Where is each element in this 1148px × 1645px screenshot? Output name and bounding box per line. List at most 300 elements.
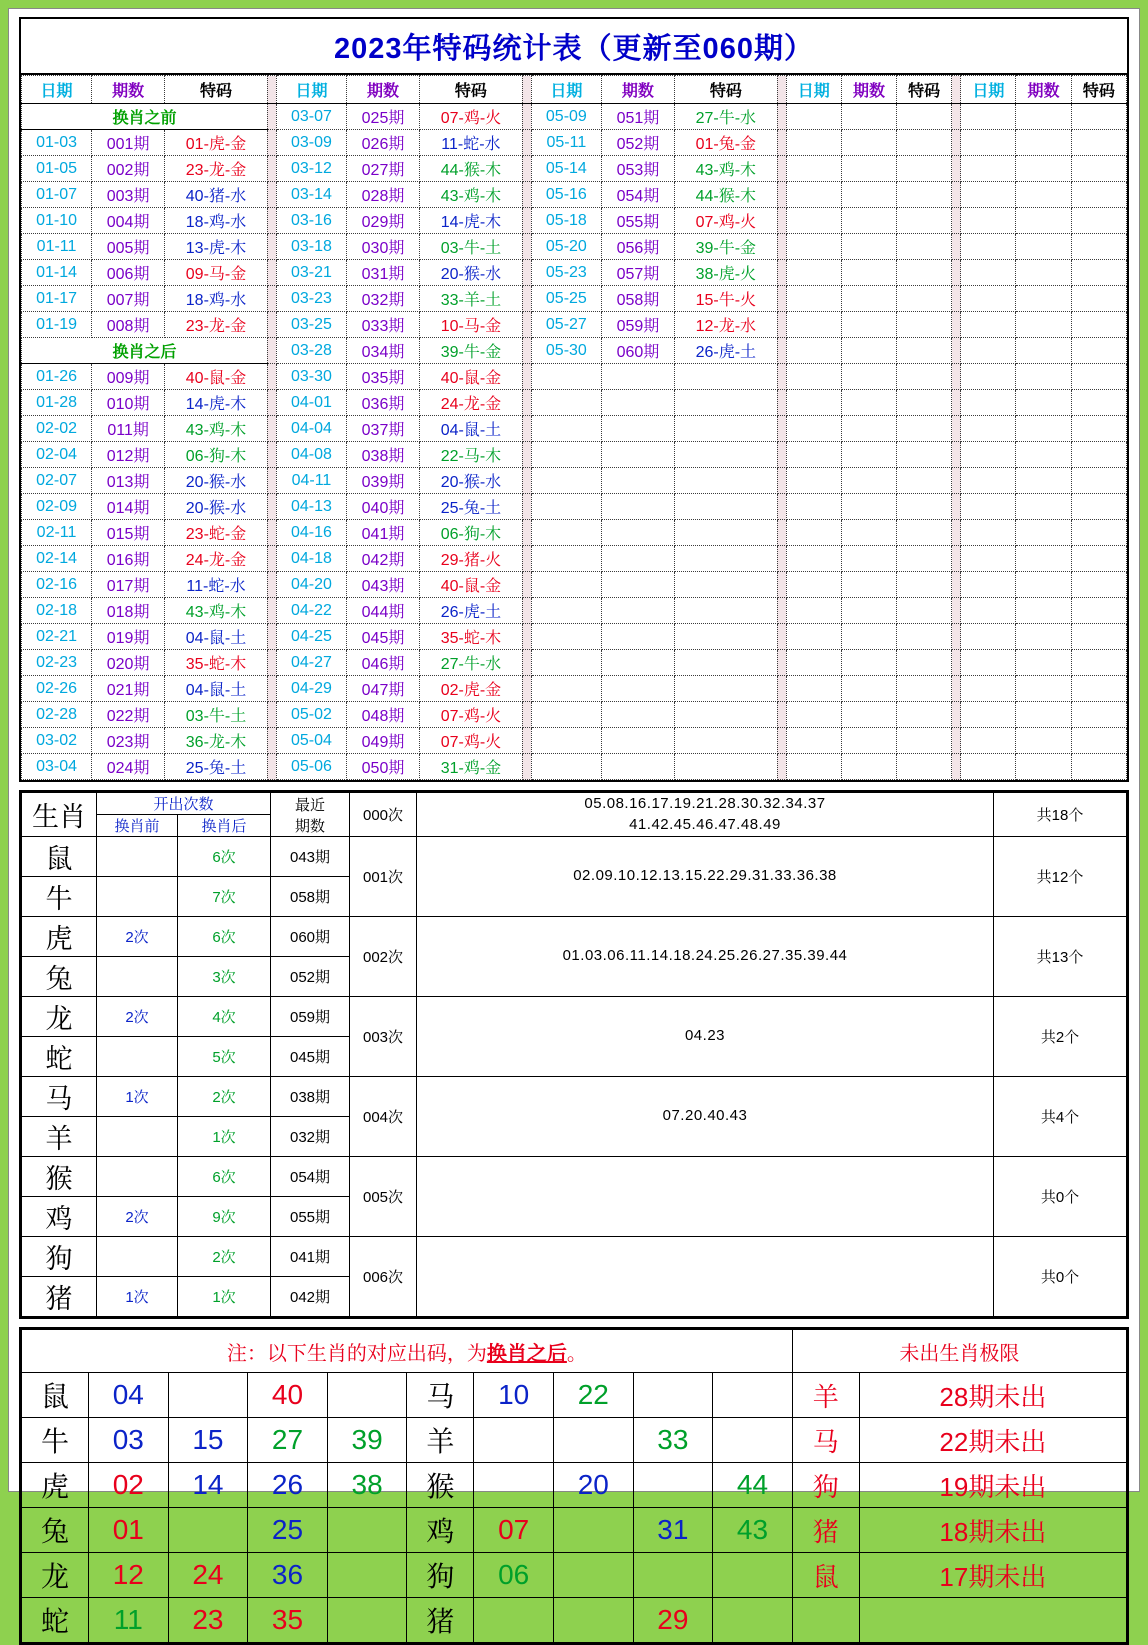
empty-cell <box>786 546 841 572</box>
cell-code: 40-鼠-金 <box>420 364 523 390</box>
cell-issue: 041期 <box>346 520 419 546</box>
cell-date: 03-07 <box>276 104 346 130</box>
empty-cell <box>841 598 896 624</box>
cell-issue: 060期 <box>601 338 674 364</box>
cell-code: 40-猪-水 <box>165 182 268 208</box>
cell-issue: 058期 <box>601 286 674 312</box>
cell-date: 03-23 <box>276 286 346 312</box>
records-table <box>21 75 1127 780</box>
empty-cell <box>674 624 777 650</box>
bottom-zodiac-right: 马 <box>407 1373 474 1418</box>
stats-before-count: 1次 <box>97 1077 178 1117</box>
empty-cell <box>531 728 601 754</box>
cell-issue: 017期 <box>92 572 165 598</box>
note-row <box>22 1330 1127 1373</box>
column-separator <box>267 754 276 780</box>
empty-cell <box>841 468 896 494</box>
empty-cell <box>961 546 1016 572</box>
bottom-number <box>553 1553 633 1598</box>
column-separator <box>952 702 961 728</box>
cell-code: 03-牛-土 <box>420 234 523 260</box>
cell-issue: 053期 <box>601 156 674 182</box>
cell-issue: 044期 <box>346 598 419 624</box>
cell-date: 02-04 <box>22 442 92 468</box>
column-separator <box>267 728 276 754</box>
cell-issue: 051期 <box>601 104 674 130</box>
table-row <box>22 572 1127 598</box>
empty-cell <box>897 312 952 338</box>
empty-cell <box>674 572 777 598</box>
column-separator <box>952 598 961 624</box>
empty-cell <box>961 624 1016 650</box>
column-separator <box>777 338 786 364</box>
empty-cell <box>897 442 952 468</box>
empty-cell <box>897 572 952 598</box>
empty-cell <box>841 624 896 650</box>
header-date: 日期 <box>22 76 92 104</box>
freq-numbers: 04.23 <box>417 997 994 1077</box>
stats-row <box>22 1157 1127 1197</box>
freq-label: 000次 <box>350 793 417 837</box>
freq-label: 006次 <box>350 1237 417 1317</box>
column-separator <box>267 546 276 572</box>
table-row <box>22 598 1127 624</box>
cell-issue: 049期 <box>346 728 419 754</box>
column-separator <box>777 364 786 390</box>
table-row <box>22 650 1127 676</box>
column-separator <box>952 468 961 494</box>
cell-code: 35-蛇-木 <box>420 624 523 650</box>
empty-cell <box>897 390 952 416</box>
empty-cell <box>1016 260 1071 286</box>
empty-cell <box>841 286 896 312</box>
empty-cell <box>601 364 674 390</box>
stats-after-count: 6次 <box>178 1157 271 1197</box>
bottom-block <box>19 1327 1129 1645</box>
column-separator <box>267 156 276 182</box>
bottom-number <box>553 1508 633 1553</box>
empty-cell <box>961 130 1016 156</box>
freq-total: 共4个 <box>994 1077 1127 1157</box>
empty-cell <box>1071 442 1126 468</box>
column-separator <box>952 728 961 754</box>
cell-issue: 032期 <box>346 286 419 312</box>
page <box>8 8 1140 1637</box>
empty-cell <box>674 728 777 754</box>
freq-numbers: 07.20.40.43 <box>417 1077 994 1157</box>
bottom-number <box>474 1463 554 1508</box>
empty-cell <box>841 208 896 234</box>
cell-date: 05-16 <box>531 182 601 208</box>
empty-cell <box>674 702 777 728</box>
cell-date: 01-11 <box>22 234 92 260</box>
stats-recent-issue: 054期 <box>271 1157 350 1197</box>
empty-cell <box>841 520 896 546</box>
limit-text: 22期未出 <box>859 1418 1126 1463</box>
empty-cell <box>674 546 777 572</box>
column-separator <box>267 468 276 494</box>
bottom-number <box>633 1553 713 1598</box>
empty-cell <box>961 312 1016 338</box>
table-header-row <box>22 76 1127 104</box>
cell-code: 23-蛇-金 <box>165 520 268 546</box>
bottom-number: 12 <box>89 1553 169 1598</box>
cell-date: 02-14 <box>22 546 92 572</box>
cell-issue: 029期 <box>346 208 419 234</box>
stats-before-count <box>97 1237 178 1277</box>
cell-issue: 038期 <box>346 442 419 468</box>
cell-issue: 018期 <box>92 598 165 624</box>
cell-date: 04-29 <box>276 676 346 702</box>
cell-date: 04-13 <box>276 494 346 520</box>
empty-cell <box>1071 520 1126 546</box>
cell-code: 09-马-金 <box>165 260 268 286</box>
header-issue: 期数 <box>841 76 896 104</box>
limit-text: 19期未出 <box>859 1463 1126 1508</box>
empty-cell <box>961 650 1016 676</box>
empty-cell <box>961 208 1016 234</box>
empty-cell <box>674 416 777 442</box>
table-row <box>22 676 1127 702</box>
empty-cell <box>786 156 841 182</box>
freq-total: 共18个 <box>994 793 1127 837</box>
bottom-zodiac-right: 狗 <box>407 1553 474 1598</box>
cell-date: 01-07 <box>22 182 92 208</box>
cell-issue: 037期 <box>346 416 419 442</box>
column-separator <box>777 286 786 312</box>
cell-date: 04-18 <box>276 546 346 572</box>
cell-issue: 040期 <box>346 494 419 520</box>
bottom-number <box>633 1463 713 1508</box>
bottom-number <box>327 1508 407 1553</box>
stats-zodiac: 虎 <box>22 917 97 957</box>
bottom-row <box>22 1553 1127 1598</box>
bottom-number: 31 <box>633 1508 713 1553</box>
empty-cell <box>601 624 674 650</box>
empty-cell <box>897 130 952 156</box>
stats-header-before: 换肖前 <box>97 815 178 837</box>
empty-cell <box>1071 754 1126 780</box>
stats-row <box>22 997 1127 1037</box>
bottom-number: 36 <box>248 1553 328 1598</box>
empty-cell <box>841 650 896 676</box>
empty-cell <box>786 338 841 364</box>
empty-cell <box>786 104 841 130</box>
column-separator <box>952 234 961 260</box>
table-row <box>22 338 1127 364</box>
cell-issue: 042期 <box>346 546 419 572</box>
empty-cell <box>1071 624 1126 650</box>
header-code: 特码 <box>674 76 777 104</box>
empty-cell <box>961 676 1016 702</box>
empty-cell <box>531 650 601 676</box>
empty-cell <box>961 338 1016 364</box>
cell-issue: 056期 <box>601 234 674 260</box>
stats-zodiac: 羊 <box>22 1117 97 1157</box>
empty-cell <box>1071 260 1126 286</box>
freq-numbers: 02.09.10.12.13.15.22.29.31.33.36.38 <box>417 837 994 917</box>
cell-date: 03-30 <box>276 364 346 390</box>
empty-cell <box>1016 234 1071 260</box>
records-block <box>19 17 1129 782</box>
empty-cell <box>1016 364 1071 390</box>
empty-cell <box>1016 546 1071 572</box>
empty-cell <box>786 572 841 598</box>
stats-before-count: 1次 <box>97 1277 178 1317</box>
cell-date: 05-11 <box>531 130 601 156</box>
bottom-number: 04 <box>89 1373 169 1418</box>
column-separator <box>777 234 786 260</box>
table-row <box>22 624 1127 650</box>
empty-cell <box>1071 598 1126 624</box>
column-separator <box>522 156 531 182</box>
column-separator <box>267 182 276 208</box>
empty-cell <box>1016 754 1071 780</box>
column-separator <box>267 104 276 130</box>
empty-cell <box>531 598 601 624</box>
column-separator <box>777 702 786 728</box>
empty-cell <box>601 754 674 780</box>
cell-date: 03-04 <box>22 754 92 780</box>
column-separator <box>952 416 961 442</box>
cell-code: 26-虎-土 <box>674 338 777 364</box>
freq-numbers <box>417 1237 994 1317</box>
column-separator <box>522 260 531 286</box>
empty-cell <box>841 338 896 364</box>
cell-code: 18-鸡-水 <box>165 286 268 312</box>
cell-code: 43-鸡-木 <box>674 156 777 182</box>
column-separator <box>777 728 786 754</box>
table-row <box>22 390 1127 416</box>
stats-after-count: 5次 <box>178 1037 271 1077</box>
cell-date: 03-25 <box>276 312 346 338</box>
cell-date: 03-18 <box>276 234 346 260</box>
cell-code: 20-猴-水 <box>420 260 523 286</box>
cell-issue: 055期 <box>601 208 674 234</box>
cell-date: 02-11 <box>22 520 92 546</box>
cell-issue: 039期 <box>346 468 419 494</box>
cell-date: 04-04 <box>276 416 346 442</box>
stats-before-count: 2次 <box>97 917 178 957</box>
bottom-number: 24 <box>168 1553 248 1598</box>
empty-cell <box>841 494 896 520</box>
bottom-zodiac-left: 牛 <box>22 1418 89 1463</box>
empty-cell <box>674 598 777 624</box>
cell-issue: 023期 <box>92 728 165 754</box>
bottom-number <box>713 1373 793 1418</box>
empty-cell <box>1016 650 1071 676</box>
empty-cell <box>897 624 952 650</box>
empty-cell <box>786 442 841 468</box>
column-separator <box>952 312 961 338</box>
cell-issue: 033期 <box>346 312 419 338</box>
bottom-number <box>553 1418 633 1463</box>
column-separator <box>267 130 276 156</box>
stats-recent-issue: 058期 <box>271 877 350 917</box>
cell-code: 40-鼠-金 <box>165 364 268 390</box>
stats-before-count <box>97 837 178 877</box>
empty-cell <box>961 598 1016 624</box>
column-separator <box>522 286 531 312</box>
empty-cell <box>841 572 896 598</box>
column-separator <box>522 416 531 442</box>
column-separator <box>267 312 276 338</box>
stats-header-zodiac: 生肖 <box>22 793 97 837</box>
table-row <box>22 754 1127 780</box>
bottom-number: 01 <box>89 1508 169 1553</box>
table-row <box>22 182 1127 208</box>
column-separator <box>522 546 531 572</box>
header-date: 日期 <box>276 76 346 104</box>
cell-issue: 007期 <box>92 286 165 312</box>
header-date: 日期 <box>786 76 841 104</box>
table-row <box>22 546 1127 572</box>
bottom-number: 43 <box>713 1508 793 1553</box>
empty-cell <box>674 468 777 494</box>
empty-cell <box>897 364 952 390</box>
cell-date: 03-21 <box>276 260 346 286</box>
empty-cell <box>601 702 674 728</box>
bottom-number <box>713 1418 793 1463</box>
stats-recent-issue: 045期 <box>271 1037 350 1077</box>
stats-recent-issue: 041期 <box>271 1237 350 1277</box>
column-separator <box>777 260 786 286</box>
cell-issue: 059期 <box>601 312 674 338</box>
cell-date: 04-08 <box>276 442 346 468</box>
cell-issue: 048期 <box>346 702 419 728</box>
cell-date: 05-27 <box>531 312 601 338</box>
cell-code: 29-猪-火 <box>420 546 523 572</box>
cell-date: 01-10 <box>22 208 92 234</box>
empty-cell <box>897 702 952 728</box>
empty-cell <box>786 728 841 754</box>
column-separator <box>952 520 961 546</box>
empty-cell <box>841 260 896 286</box>
empty-cell <box>1016 598 1071 624</box>
column-separator <box>952 104 961 130</box>
stats-after-count: 1次 <box>178 1117 271 1157</box>
bottom-row <box>22 1463 1127 1508</box>
cell-issue: 054期 <box>601 182 674 208</box>
header-code: 特码 <box>1071 76 1126 104</box>
cell-code: 23-龙-金 <box>165 156 268 182</box>
bottom-number: 15 <box>168 1418 248 1463</box>
table-row <box>22 364 1127 390</box>
cell-issue: 052期 <box>601 130 674 156</box>
stats-before-count <box>97 1037 178 1077</box>
cell-code: 12-龙-水 <box>674 312 777 338</box>
cell-code: 31-鸡-金 <box>420 754 523 780</box>
empty-cell <box>1071 286 1126 312</box>
limit-zodiac: 马 <box>792 1418 859 1463</box>
cell-issue: 021期 <box>92 676 165 702</box>
stats-header-after: 换肖后 <box>178 815 271 837</box>
column-separator <box>267 624 276 650</box>
empty-cell <box>786 208 841 234</box>
empty-cell <box>897 208 952 234</box>
empty-cell <box>1016 338 1071 364</box>
stats-before-count: 2次 <box>97 1197 178 1237</box>
stats-recent-issue: 038期 <box>271 1077 350 1117</box>
empty-cell <box>961 156 1016 182</box>
bottom-zodiac-right: 猪 <box>407 1598 474 1643</box>
cell-code: 44-猴-木 <box>420 156 523 182</box>
column-separator <box>952 754 961 780</box>
empty-cell <box>897 234 952 260</box>
stats-after-count: 9次 <box>178 1197 271 1237</box>
column-separator <box>952 650 961 676</box>
stats-recent-issue: 032期 <box>271 1117 350 1157</box>
empty-cell <box>786 676 841 702</box>
cell-issue: 035期 <box>346 364 419 390</box>
column-separator <box>522 494 531 520</box>
stats-header-recent: 最近 期数 <box>271 793 350 837</box>
cell-date: 03-09 <box>276 130 346 156</box>
stats-zodiac: 马 <box>22 1077 97 1117</box>
cell-date: 01-28 <box>22 390 92 416</box>
empty-cell <box>786 416 841 442</box>
column-separator <box>952 286 961 312</box>
stats-recent-issue: 060期 <box>271 917 350 957</box>
bottom-number: 06 <box>474 1553 554 1598</box>
empty-cell <box>897 520 952 546</box>
column-separator <box>522 728 531 754</box>
empty-cell <box>897 156 952 182</box>
stats-row <box>22 917 1127 957</box>
cell-code: 26-虎-土 <box>420 598 523 624</box>
column-separator <box>777 442 786 468</box>
bottom-number: 10 <box>474 1373 554 1418</box>
empty-cell <box>531 494 601 520</box>
limit-zodiac: 狗 <box>792 1463 859 1508</box>
stats-after-count: 6次 <box>178 917 271 957</box>
empty-cell <box>897 260 952 286</box>
cell-date: 02-26 <box>22 676 92 702</box>
column-separator <box>777 572 786 598</box>
empty-cell <box>1071 312 1126 338</box>
column-separator <box>522 676 531 702</box>
empty-cell <box>601 676 674 702</box>
page-title: 2023年特码统计表（更新至060期） <box>21 19 1127 75</box>
cell-issue: 012期 <box>92 442 165 468</box>
empty-cell <box>1016 208 1071 234</box>
column-separator <box>267 650 276 676</box>
empty-cell <box>841 182 896 208</box>
empty-cell <box>601 728 674 754</box>
cell-issue: 013期 <box>92 468 165 494</box>
stats-recent-issue: 055期 <box>271 1197 350 1237</box>
cell-issue: 046期 <box>346 650 419 676</box>
bottom-zodiac-left: 龙 <box>22 1553 89 1598</box>
bottom-number <box>553 1598 633 1643</box>
table-row <box>22 234 1127 260</box>
table-row <box>22 442 1127 468</box>
column-separator <box>522 390 531 416</box>
cell-issue: 011期 <box>92 416 165 442</box>
empty-cell <box>786 364 841 390</box>
stats-zodiac: 狗 <box>22 1237 97 1277</box>
cell-date: 02-23 <box>22 650 92 676</box>
freq-total: 共0个 <box>994 1237 1127 1317</box>
empty-cell <box>1016 286 1071 312</box>
empty-cell <box>841 546 896 572</box>
empty-cell <box>531 390 601 416</box>
empty-cell <box>1071 208 1126 234</box>
cell-date: 05-20 <box>531 234 601 260</box>
cell-code: 43-鸡-木 <box>165 416 268 442</box>
column-separator <box>777 312 786 338</box>
empty-cell <box>601 442 674 468</box>
